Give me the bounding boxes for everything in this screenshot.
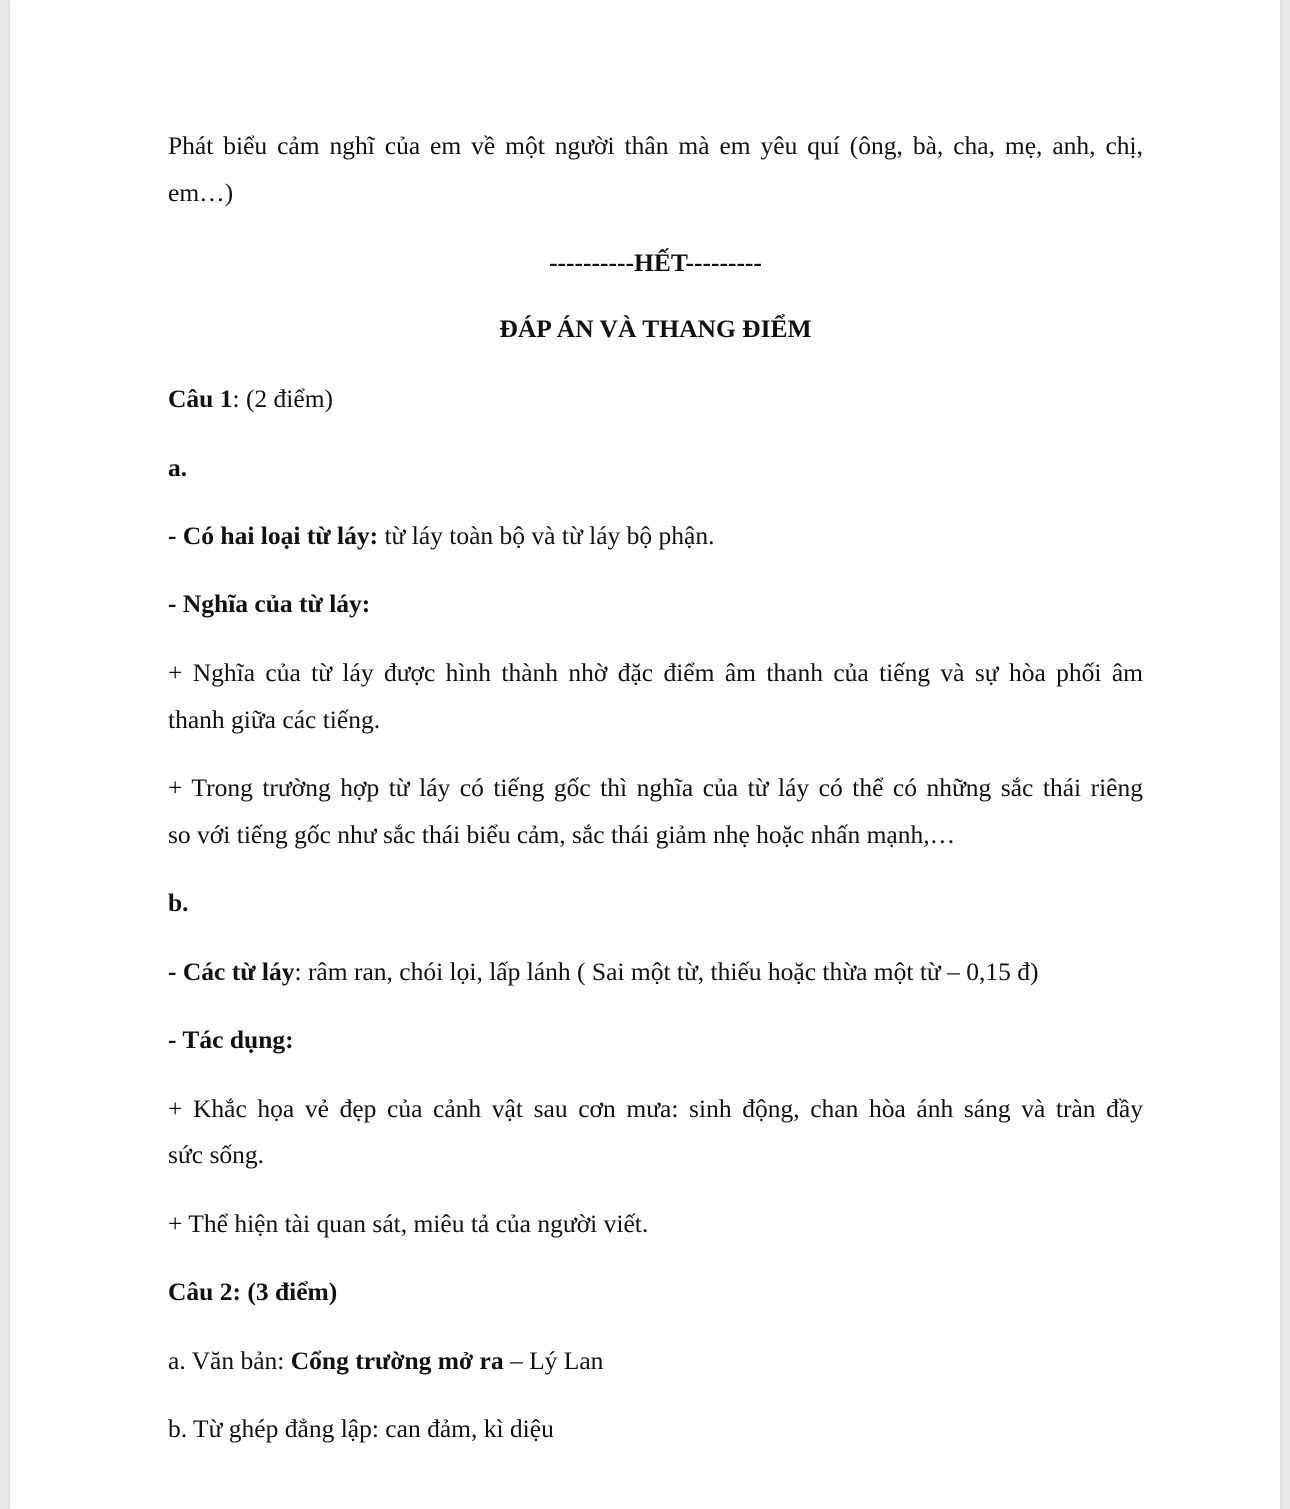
q1-b-item-1 <box>168 956 1143 988</box>
q1-a-sub-2-line-2: so với tiếng gốc như sắc thái biểu cảm, sắc thái giảm nhẹ hoặc nhấn mạnh,… <box>168 820 956 849</box>
q1-b-sub-1-line-1: + Khắc họa vẻ đẹp của cảnh vật sau cơn mưa: sinh động, chan hòa ánh sáng và tràn đầy <box>168 1094 1143 1123</box>
q2-a-title: Cổng trường mở ra <box>290 1346 504 1375</box>
q1-part-b-label: b. <box>168 888 189 917</box>
q1-heading <box>168 383 1143 415</box>
q1-b-sub-2: + Thể hiện tài quan sát, miêu tả của người viết. <box>168 1209 649 1238</box>
q2-part-b: b. Từ ghép đẳng lập: can đảm, kì diệu <box>168 1414 554 1443</box>
q1-points: : (2 điểm) <box>232 384 334 413</box>
q2-a-prefix: a. Văn bản: <box>168 1346 291 1375</box>
document-page <box>10 0 1280 1509</box>
q1-a-sub-2-line-1: + Trong trường hợp từ láy có tiếng gốc thì nghĩa của từ láy có thể có những sắc thái riêng <box>168 773 1143 802</box>
q1-b-item-1-lead: - Các từ láy <box>168 957 295 986</box>
q1-a-item-2: - Nghĩa của từ láy: <box>168 589 371 618</box>
q1-part-a-label: a. <box>168 453 188 482</box>
q2-a-author: – Lý Lan <box>503 1346 604 1375</box>
prompt-line-2: em…) <box>168 178 234 207</box>
answer-title: ĐÁP ÁN VÀ THANG ĐIỂM <box>499 314 812 343</box>
prompt-line-1: Phát biểu cảm nghĩ của em về một người thân mà em yêu quí (ông, bà, cha, mẹ, anh, chị, <box>168 131 1143 160</box>
q1-label: Câu 1 <box>168 384 233 413</box>
q2-heading: Câu 2: (3 điểm) <box>168 1277 338 1306</box>
q1-a-item-1-text: từ láy toàn bộ và từ láy bộ phận. <box>378 521 715 550</box>
q1-b-sub-1-line-2: sức sống. <box>168 1140 264 1169</box>
q1-b-item-1-text: : râm ran, chói lọi, lấp lánh ( Sai một từ, thiếu hoặc thừa một từ – 0,15 đ) <box>294 957 1039 986</box>
end-mark: ----------HẾT--------- <box>549 248 762 277</box>
q1-b-item-2: - Tác dụng: <box>168 1025 294 1054</box>
q1-a-item-1-lead: - Có hai loại từ láy: <box>168 521 379 550</box>
q1-a-sub-1-line-2: thanh giữa các tiếng. <box>168 705 381 734</box>
q1-a-item-1 <box>168 520 1143 552</box>
q2-part-a <box>168 1345 1143 1377</box>
q1-a-sub-1-line-1: + Nghĩa của từ láy được hình thành nhờ đặc điểm âm thanh của tiếng và sự hòa phối âm <box>168 658 1143 687</box>
